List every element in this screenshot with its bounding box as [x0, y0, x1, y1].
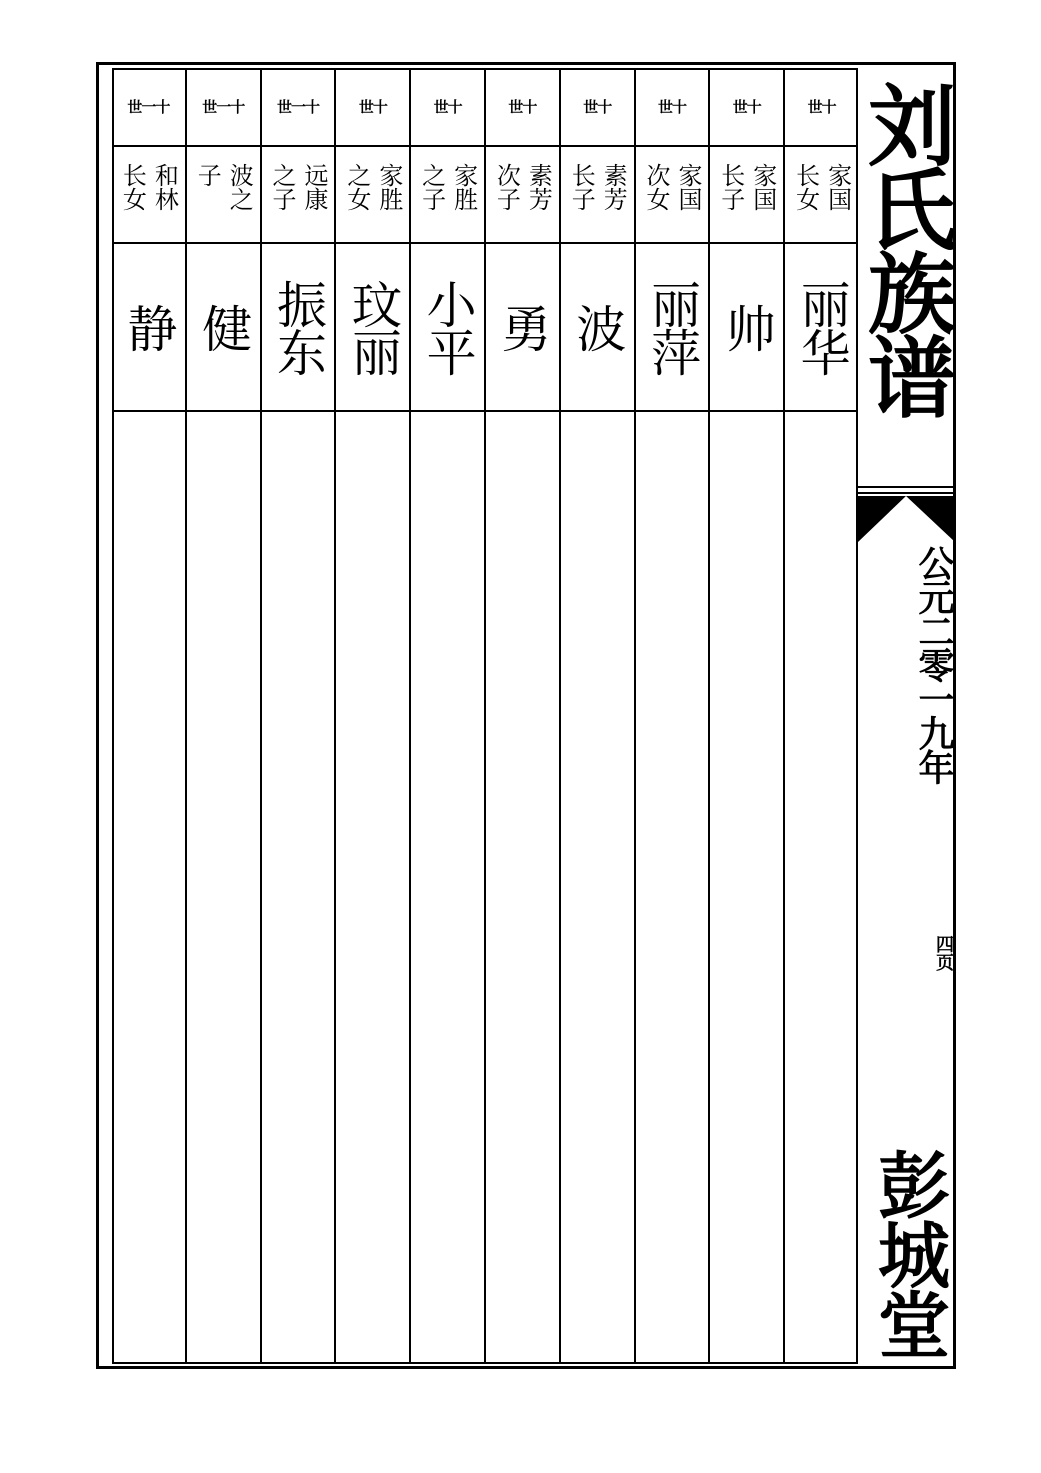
parent-name: 家胜: [374, 163, 403, 211]
year-label: 公元二零一九年: [913, 545, 955, 783]
parent-name: 素芳: [599, 163, 628, 211]
relation-type: 长女: [791, 163, 820, 211]
generation-label: 世十: [561, 68, 634, 147]
member-name: 波: [568, 303, 627, 351]
hall-name: 彭城堂: [866, 1147, 951, 1358]
member-name: 丽华: [792, 279, 851, 375]
parent-name: 家国: [823, 163, 852, 211]
relation-type: 之子: [268, 163, 297, 211]
genealogy-title: 刘氏族谱: [854, 80, 958, 416]
parent-name: 素芳: [524, 163, 553, 211]
member-name: 帅: [717, 303, 776, 351]
relation-type: 之女: [342, 163, 371, 211]
generation-label: 世一十: [112, 68, 185, 147]
page-number: 四页: [933, 935, 954, 971]
member-name: 健: [194, 303, 253, 351]
member-name: 振东: [269, 279, 328, 375]
generation-label: 世一十: [187, 68, 260, 147]
generation-label: 世十: [710, 68, 783, 147]
generation-label: 世十: [336, 68, 409, 147]
relation-type: 子: [193, 163, 222, 187]
generation-label: 世一十: [262, 68, 335, 147]
generation-label: 世十: [486, 68, 559, 147]
parent-name: 家国: [674, 163, 702, 211]
relation-type: 长子: [716, 163, 745, 211]
member-name: 小平: [418, 279, 477, 375]
member-name: 勇: [493, 303, 552, 351]
parent-name: 家国: [748, 163, 777, 211]
member-name: 玟丽: [343, 279, 402, 375]
parent-name: 家胜: [449, 163, 478, 211]
relation-type: 长女: [118, 163, 147, 211]
relation-type: 之子: [417, 163, 446, 211]
parent-name: 和林: [150, 163, 179, 211]
member-name: 静: [119, 303, 178, 351]
parent-name: 远康: [300, 163, 329, 211]
chevron-ornament-icon: [858, 496, 955, 542]
relation-type: 次女: [642, 163, 670, 211]
generation-label: 世十: [636, 68, 709, 147]
generation-label: 世十: [411, 68, 484, 147]
relation-type: 次子: [492, 163, 521, 211]
relation-type: 长子: [567, 163, 596, 211]
title-divider-line-2: [858, 492, 955, 494]
parent-name: 波之: [225, 163, 254, 211]
page-inner-border: [112, 68, 858, 1364]
member-name: 丽萍: [643, 279, 701, 375]
generation-label: 世十: [785, 68, 858, 147]
title-divider-line-1: [858, 486, 955, 488]
